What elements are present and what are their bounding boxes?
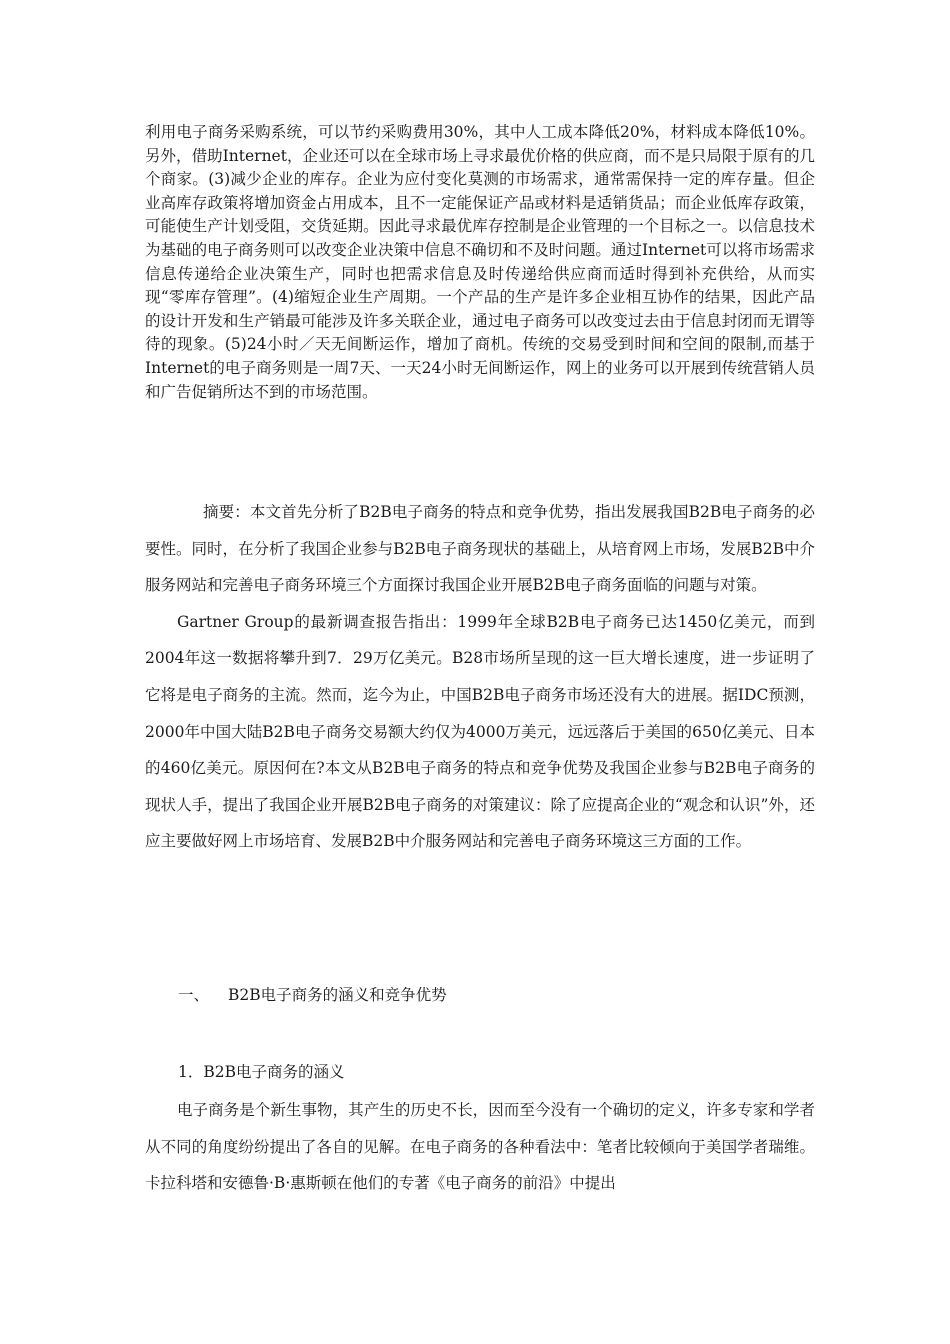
- section-number: 一、: [178, 986, 210, 1004]
- section-heading: [178, 983, 447, 1007]
- abstract-block: [145, 494, 815, 860]
- section-title: B2B电子商务的涵义和竞争优势: [228, 986, 447, 1004]
- definition-block: [145, 1092, 815, 1202]
- definition-paragraph: 电子商务是个新生事物，其产生的历史不长，因而至今没有一个确切的定义，许多专家和学者从不同的角度纷纷提出了各自的见解。在电子商务的各种看法中：笔者比较倾向于美国学者瑞维。卡拉科塔和安德鲁·B·惠斯顿在他们的专著《电子商务的前沿》中提出: [145, 1101, 815, 1193]
- abstract-paragraph: 摘要：本文首先分析了B2B电子商务的特点和竞争优势，指出发展我国B2B电子商务的必要性。同时，在分析了我国企业参与B2B电子商务现状的基础上，从培育网上市场，发展B2B中介服务网站和完善电子商务环境三个方面探讨我国企业开展B2B电子商务面临的问题与对策。: [145, 503, 815, 595]
- intro-text-block: [145, 121, 815, 404]
- subsection-title: 1．B2B电子商务的涵义: [178, 1063, 345, 1081]
- gartner-paragraph: Gartner Group的最新调查报告指出：1999年全球B2B电子商务已达1450亿美元，而到2004年这一数据将攀升到7．29万亿美元。B28市场所呈现的这一巨大增长速度，进一步证明了它将是电子商务的主流。然而，迄今为止，中国B2B电子商务市场还没有大的进展。据IDC预测，2000年中国大陆B2B电子商务交易额大约仅为4000万美元，远远落后于美国的650亿美元、日本的460亿美元。原因何在?本文从B2B电子商务的特点和竞争优势及我国企业参与B2B电子商务的现状人手，提出了我国企业开展B2B电子商务的对策建议：除了应提高企业的“观念和认识”外，还应主要做好网上市场培育、发展B2B中介服务网站和完善电子商务环境这三方面的工作。: [145, 612, 815, 851]
- intro-paragraph: 利用电子商务采购系统，可以节约采购费用30%，其中人工成本降低20%，材料成本降低10%。另外，借助Internet，企业还可以在全球市场上寻求最优价格的供应商，而不是只局限于原有的几个商家。(3)减少企业的库存。企业为应付变化莫测的市场需求，通常需保持一定的库存量。但企业高库存政策将增加资金占用成本，且不一定能保证产品或材料是适销货品；而企业低库存政策，可能使生产计划受阻，交货延期。因此寻求最优库存控制是企业管理的一个目标之一。以信息技术为基础的电子商务则可以改变企业决策中信息不确切和不及时问题。通过Internet可以将市场需求信息传递给企业决策生产，同时也把需求信息及时传递给供应商而适时得到补充供给，从而实现“零库存管理”。(4)缩短企业生产周期。一个产品的生产是许多企业相互协作的结果，因此产品的设计开发和生产销最可能涉及许多关联企业，通过电子商务可以改变过去由于信息封闭而无谓等待的现象。(5)24小时／天无间断运作，增加了商机。传统的交易受到时间和空间的限制,而基于Internet的电子商务则是一周7天、一天24小时无间断运作，网上的业务可以开展到传统营销人员和广告促销所达不到的市场范围。: [145, 123, 815, 401]
- subsection-heading: [178, 1060, 345, 1084]
